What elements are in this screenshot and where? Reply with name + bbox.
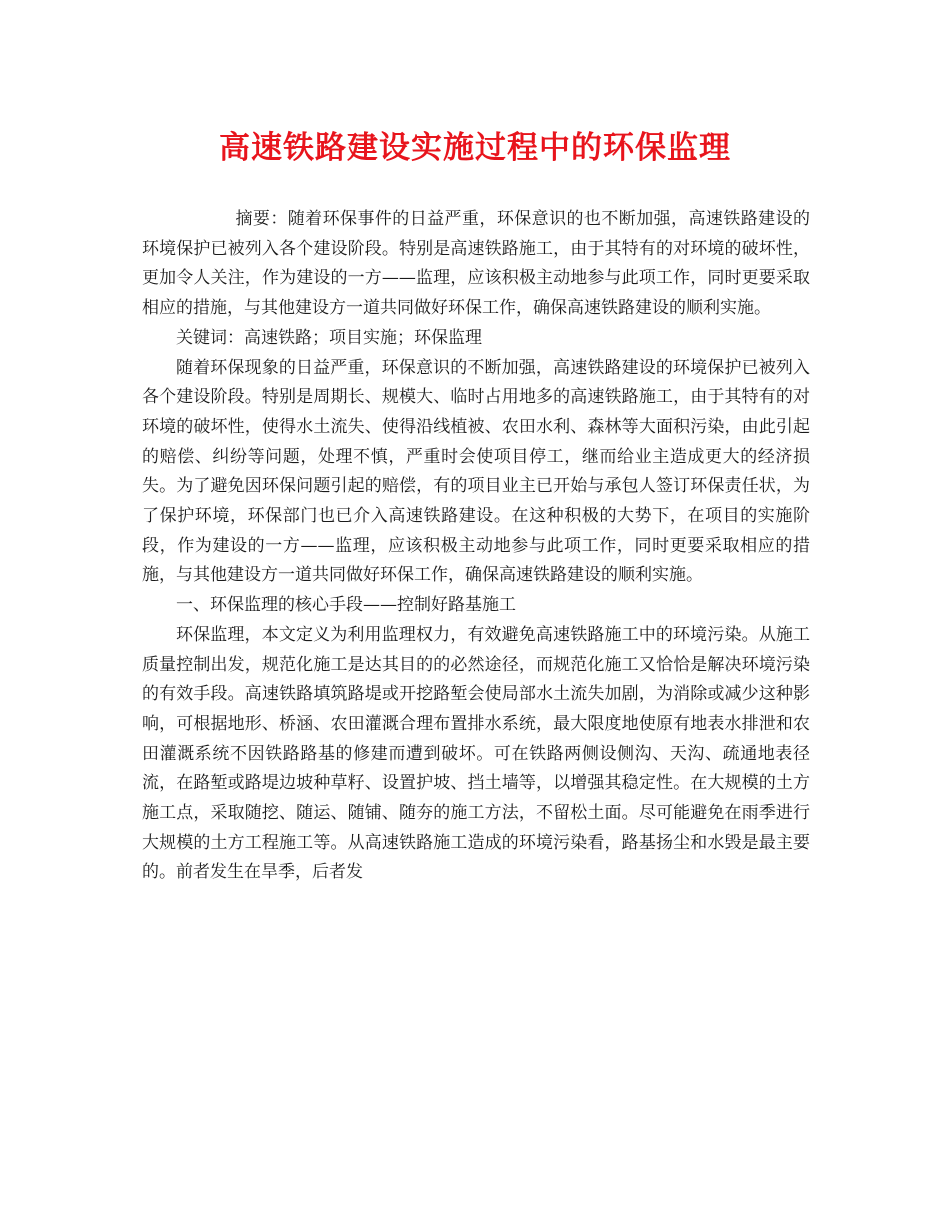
abstract-paragraph: 摘要：随着环保事件的日益严重，环保意识的也不断加强，高速铁路建设的环境保护已被列入各个建设阶段。特别是高速铁路施工，由于其特有的对环境的破坏性，更加令人关注，作为建设的一方——监理，应该积极主动地参与此项工作，同时更要采取相应的措施，与其他建设方一道共同做好环保工作，确保高速铁路建设的顺利实施。	[142, 209, 810, 319]
section-body-paragraph: 环保监理，本文定义为利用监理权力，有效避免高速铁路施工中的环境污染。从施工质量控制出发，规范化施工是达其目的的必然途径，而规范化施工又恰恰是解决环境污染的有效手段。高速铁路填筑路堤或开挖路堑会使局部水土流失加剧，为消除或减少这种影响，可根据地形、桥涵、农田灌溉合理布置排水系统，最大限度地使原有地表水排泄和农田灌溉系统不因铁路路基的修建而遭到破坏。可在铁路两侧设侧沟、天沟、疏通地表径流，在路堑或路堤边坡种草籽、设置护坡、挡土墙等，以增强其稳定性。在大规模的土方施工点，采取随挖、随运、随铺、随夯的施工方法，不留松土面。尽可能避免在雨季进行大规模的土方工程施工等。从高速铁路施工造成的环境污染看，路基扬尘和水毁是最主要的。前者发生在旱季，后者发	[142, 624, 810, 883]
keywords-paragraph: 关键词：高速铁路；项目实施；环保监理	[176, 327, 482, 348]
section-heading: 一、环保监理的核心手段——控制好路基施工	[176, 595, 516, 616]
document-body	[142, 205, 810, 888]
intro-paragraph: 随着环保现象的日益严重，环保意识的不断加强，高速铁路建设的环境保护已被列入各个建设阶段。特别是周期长、规模大、临时占用地多的高速铁路施工，由于其特有的对环境的破坏性，使得水土流失、使得沿线植被、农田水利、森林等大面积污染，由此引起的赔偿、纠纷等问题，处理不慎，严重时会使项目停工，继而给业主造成更大的经济损失。为了避免因环保问题引起的赔偿，有的项目业主已开始与承包人签订环保责任状，为了保护环境，环保部门也已介入高速铁路建设。在这种积极的大势下，在项目的实施阶段，作为建设的一方——监理，应该积极主动地参与此项工作，同时更要采取相应的措施，与其他建设方一道共同做好环保工作，确保高速铁路建设的顺利实施。	[142, 357, 810, 586]
document-title: 高速铁路建设实施过程中的环保监理	[219, 130, 731, 166]
